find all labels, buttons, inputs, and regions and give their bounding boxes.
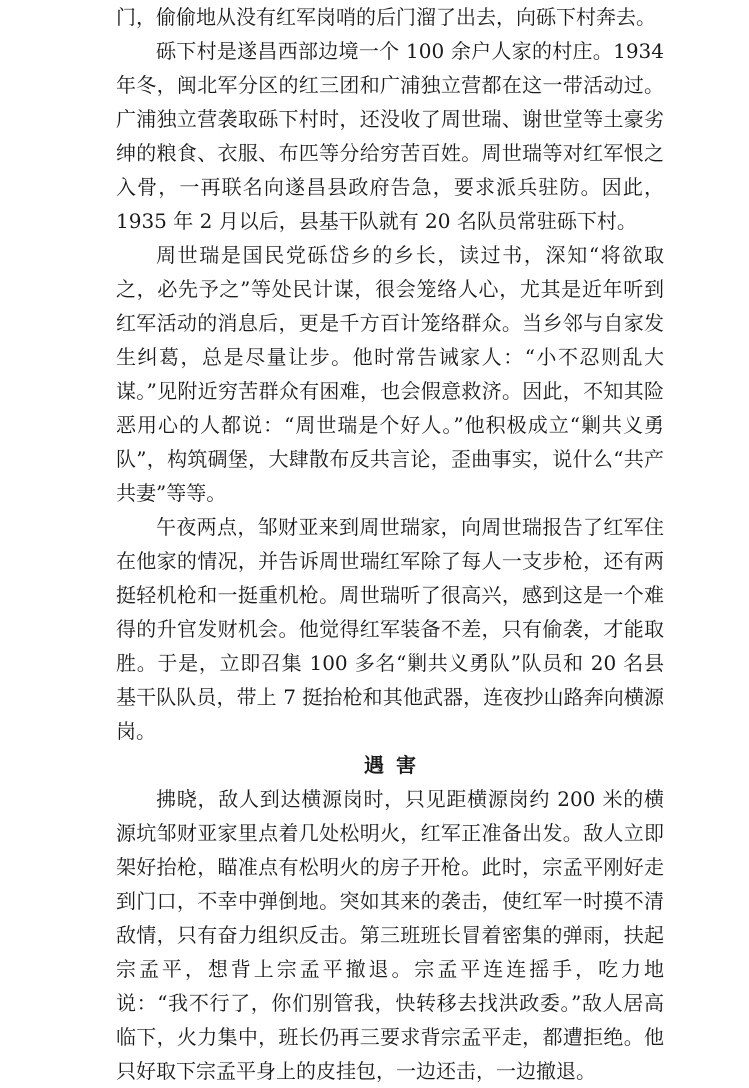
paragraph-5: 拂晓，敌人到达横源岗时，只见距横源岗约 200 米的横源坑邹财亚家里点着几处松明火，红军正准备出发。敌人立即架好抬枪，瞄准点有松明火的房子开枪。此时，宗孟平刚好走到门口，不幸中弹倒地。突如其来的袭击，使红军一时摸不清敌情，只有奋力组织反击。第三班班长冒着密集的弹雨，扶起宗孟平，想背上宗孟平撤退。宗孟平连连摇手，吃力地说：“我不行了，你们别管我，快转移去找洪政委。”敌人居高临下，火力集中，班长仍再三要求背宗孟平走，都遭拒绝。他只好取下宗孟平身上的皮挂包，一边还击，一边撤退。 — [116, 787, 664, 1083]
paragraph-2: 砾下村是遂昌西部边境一个 100 余户人家的村庄。1934 年冬，闽北军分区的红三团和广浦独立营都在这一带活动过。广浦独立营袭取砾下村时，还没收了周世瑞、谢世堂等土豪劣绅的粮食、衣服、布匹等分给穷苦百姓。周世瑞等对红军恨之入骨，一再联名向遂昌县政府告急，要求派兵驻防。因此，1935 年 2 月以后，县基干队就有 20 名队员常驻砾下村。 — [116, 39, 664, 233]
paragraph-3: 周世瑞是国民党砾岱乡的乡长，读过书，深知“将欲取之，必先予之”等处民计谋，很会笼络人心，尤其是近年听到红军活动的消息后，更是千方百计笼络群众。当乡邻与自家发生纠葛，总是尽量让步。他时常告诫家人：“小不忍则乱大谋。”见附近穷苦群众有困难，也会假意救济。因此，不知其险恶用心的人都说：“周世瑞是个好人。”他积极成立“剿共义勇队”，构筑碉堡，大肆散布反共言论，歪曲事实，说什么“共产共妻”等等。 — [116, 243, 664, 505]
section-heading: 遇害 — [364, 753, 428, 777]
paragraph-1: 门，偷偷地从没有红军岗哨的后门溜了出去，向砾下村奔去。 — [116, 5, 656, 29]
body-text — [116, 0, 664, 1088]
paragraph-4: 午夜两点，邹财亚来到周世瑞家，向周世瑞报告了红军住在他家的情况，并告诉周世瑞红军除了每人一支步枪，还有两挺轻机枪和一挺重机枪。周世瑞听了很高兴，感到这是一个难得的升官发财机会。他觉得红军装备不差，只有偷袭，才能取胜。于是，立即召集 100 多名“剿共义勇队”队员和 20 名县基干队队员，带上 7 挺抬枪和其他武器，连夜抄山路奔向横源岗。 — [116, 515, 664, 743]
